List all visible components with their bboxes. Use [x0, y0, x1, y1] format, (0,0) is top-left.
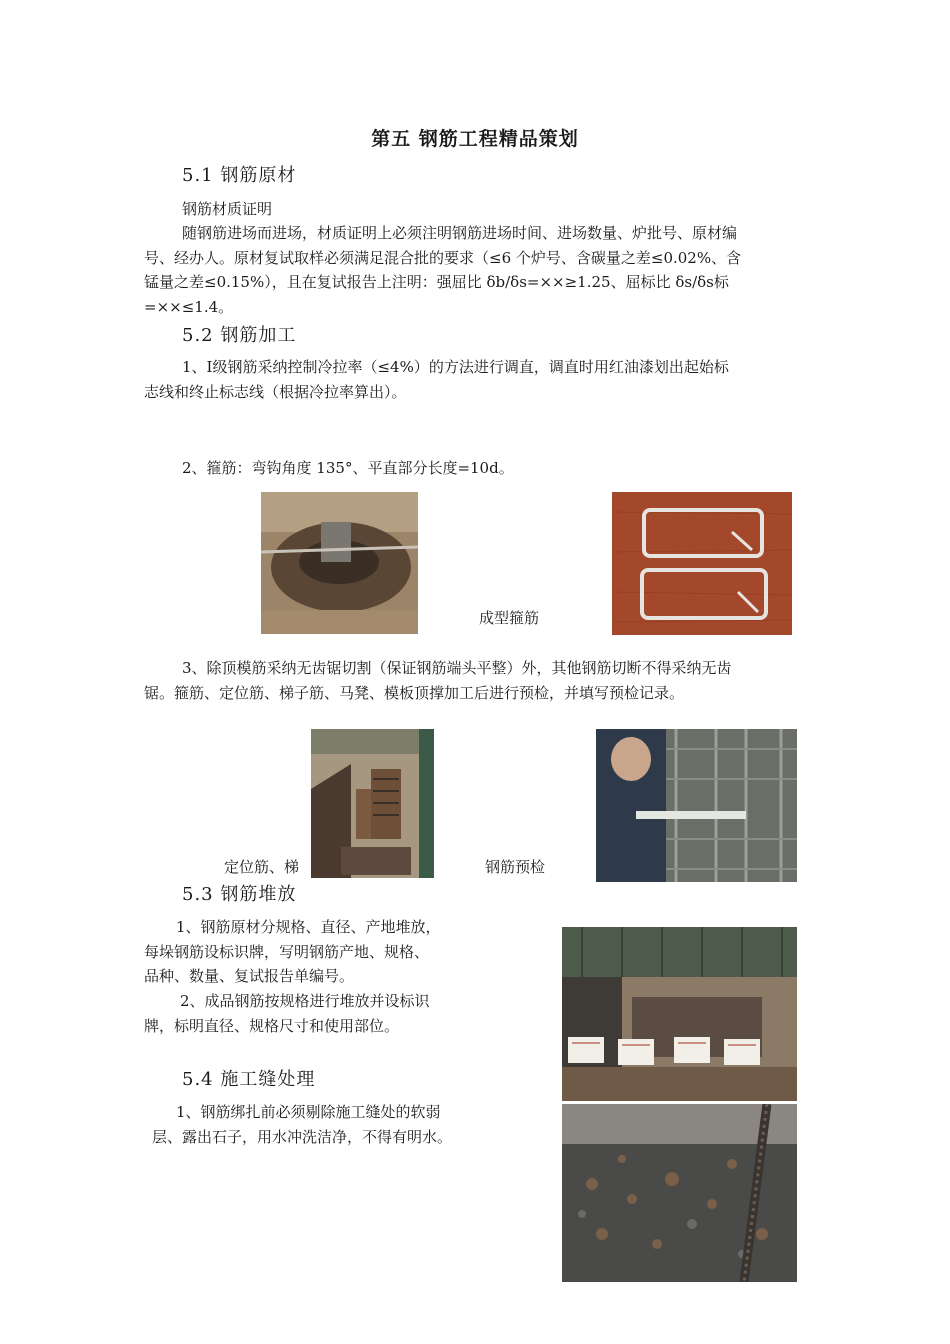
paragraph-line: 随钢筋进场而进场，材质证明上必须注明钢筋进场时间、进场数量、炉批号、原材编 [182, 224, 738, 242]
section-heading-5-4: 5.4 施工缝处理 [182, 1069, 316, 1090]
section-heading-5-2: 5.2 钢筋加工 [182, 325, 297, 346]
paragraph-line: 1、Ⅰ级钢筋采纳控制冷拉率（≤4%）的方法进行调直，调直时用红油漆划出起始标 [182, 358, 729, 376]
paragraph-line: =××≤1.4。 [144, 298, 234, 316]
paragraph-line: 1、钢筋绑扎前必须剔除施工缝处的软弱 [176, 1103, 441, 1121]
paragraph-line: 锰量之差≤0.15%），且在复试报告上注明：强屈比 δb/δs=××≥1.25、屈标比 δs/δs标 [144, 273, 729, 291]
photo-formed-hoops [612, 492, 792, 635]
caption-rebar-precheck: 钢筋预检 [485, 858, 546, 876]
paragraph-line: 志线和终止标志线（根据冷拉率算出）。 [144, 383, 407, 401]
photo-rebar-stacking [562, 927, 797, 1101]
subheading-material-cert: 钢筋材质证明 [182, 200, 273, 218]
paragraph-line: 每垛钢筋设标识牌，写明钢筋产地、规格、 [144, 943, 430, 961]
photo-rebar-straightening [261, 492, 418, 634]
caption-positioning-bars: 定位筋、梯 [224, 858, 300, 876]
photo-rebar-precheck [596, 729, 797, 882]
paragraph-line: 品种、数量、复试报告单编号。 [144, 967, 355, 985]
paragraph-line: 3、除顶模筋采纳无齿锯切割（保证钢筋端头平整）外，其他钢筋切断不得采纳无齿 [182, 659, 732, 677]
page-title: 第五 钢筋工程精品策划 [371, 128, 579, 150]
paragraph-line: 层、露出石子，用水冲洗洁净，不得有明水。 [152, 1128, 453, 1146]
photo-positioning-ladder-bars [311, 729, 434, 878]
section-heading-5-1: 5.1 钢筋原材 [182, 165, 297, 186]
photo-construction-joint [562, 1104, 797, 1282]
caption-formed-hoops: 成型箍筋 [479, 609, 540, 627]
paragraph-line: 2、箍筋：弯钩角度 135°、平直部分长度=10d。 [182, 459, 514, 477]
paragraph-line: 锯。箍筋、定位筋、梯子筋、马凳、模板顶撑加工后进行预检，并填写预检记录。 [144, 684, 685, 702]
paragraph-line: 号、经办人。原材复试取样必须满足混合批的要求（≤6 个炉号、含碳量之差≤0.02%、含 [144, 249, 742, 267]
section-heading-5-3: 5.3 钢筋堆放 [182, 884, 297, 905]
paragraph-line: 2、成品钢筋按规格进行堆放并设标识 [180, 992, 430, 1010]
paragraph-line: 牌，标明直径、规格尺寸和使用部位。 [144, 1017, 400, 1035]
paragraph-line: 1、钢筋原材分规格、直径、产地堆放， [176, 918, 441, 936]
